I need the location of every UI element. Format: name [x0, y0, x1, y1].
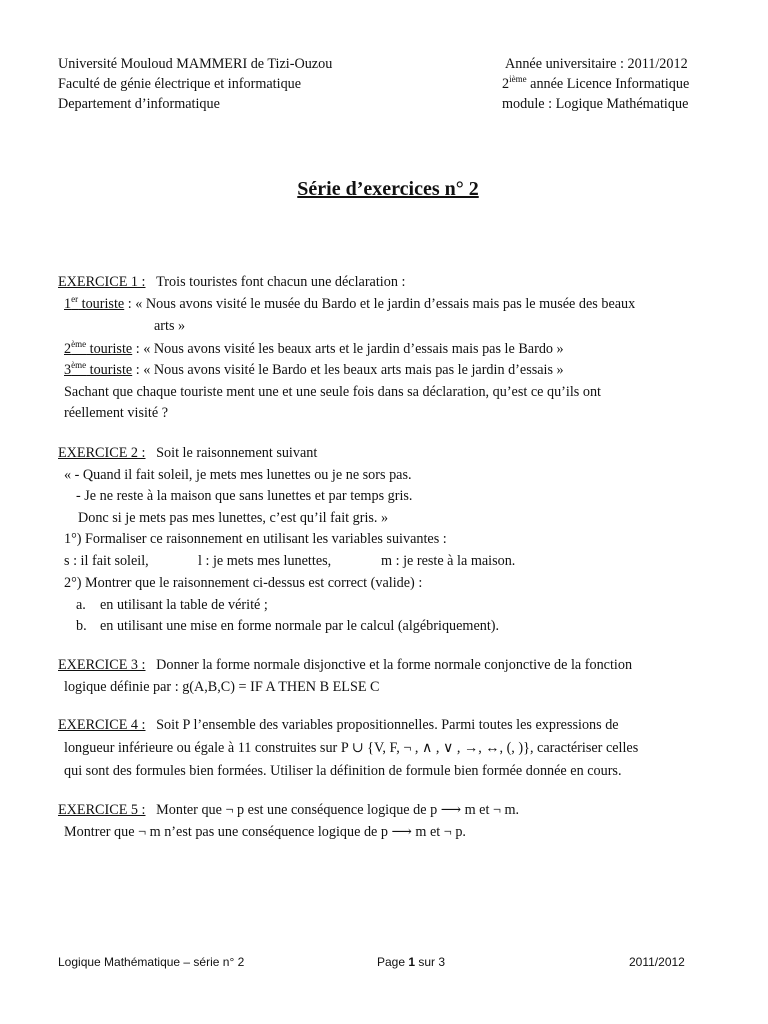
tourist-3-statement: 3ème touriste : « Nous avons visité le Bardo et les beaux arts mais pas le jardin d’essais »	[64, 360, 564, 378]
exercise-5-label: EXERCICE 5 :	[58, 802, 146, 818]
exercise-1-question-line-1: Sachant que chaque touriste ment une et une seule fois dans sa déclaration, qu’est ce qu’ils ont	[64, 384, 601, 400]
exercise-4-heading: EXERCICE 4 : Soit P l’ensemble des variables propositionnelles. Parmi toutes les expressions de	[58, 717, 619, 733]
item-a-marker: a.	[76, 597, 86, 613]
academic-year: Année universitaire : 2011/2012	[505, 56, 688, 72]
item-b-text: en utilisant une mise en forme normale par le calcul (algébriquement).	[100, 618, 500, 634]
university-name: Université Mouloud MAMMERI de Tizi-Ouzou	[58, 56, 333, 72]
item-a-text: en utilisant la table de vérité ;	[100, 597, 268, 613]
footer-course: Logique Mathématique – série n° 2	[58, 955, 245, 969]
variable-s: s : il fait soleil,	[64, 553, 149, 569]
exercise-1-question-line-2: réellement visité ?	[64, 405, 168, 421]
exercise-2-label: EXERCICE 2 :	[58, 445, 146, 461]
variable-m: m : je reste à la maison.	[381, 553, 516, 569]
exercise-4-line-2: longueur inférieure ou égale à 11 construites sur P ∪ {V, F, ¬ , ∧ , ∨ , →, ↔, (, )}, caractériser celles	[64, 740, 639, 756]
exercise-3-line-2: logique définie par : g(A,B,C) = IF A THEN B ELSE C	[64, 679, 380, 695]
tourist-2-statement: 2ème touriste : « Nous avons visité les beaux arts et le jardin d’essais mais pas le Bardo »	[64, 339, 564, 357]
study-level: 2ième année Licence Informatique	[502, 74, 690, 92]
exercise-5-heading: EXERCICE 5 : Monter que ¬ p est une conséquence logique de p ⟶ m et ¬ m.	[58, 802, 520, 818]
reasoning-line-3: Donc si je mets pas mes lunettes, c’est qu’il fait gris. »	[78, 510, 389, 526]
exercise-4-line-3: qui sont des formules bien formées. Utiliser la définition de formule bien formée donnée en cours.	[64, 763, 622, 779]
exercise-5-line-2: Montrer que ¬ m n’est pas une conséquence logique de p ⟶ m et ¬ p.	[64, 824, 466, 840]
reasoning-line-1: « - Quand il fait soleil, je mets mes lunettes ou je ne sors pas.	[64, 467, 412, 483]
exercise-2-question-1: 1°) Formaliser ce raisonnement en utilisant les variables suivantes :	[64, 531, 447, 547]
exercise-2-heading: EXERCICE 2 : Soit le raisonnement suivant	[58, 445, 318, 461]
tourist-1-statement: 1er touriste : « Nous avons visité le musée du Bardo et le jardin d’essais mais pas le musée des beaux	[64, 294, 636, 312]
exercise-3-label: EXERCICE 3 :	[58, 657, 146, 673]
exercise-2-question-2: 2°) Montrer que le raisonnement ci-dessus est correct (valide) :	[64, 575, 423, 591]
exercise-1-label: EXERCICE 1 :	[58, 274, 146, 290]
department-name: Departement d’informatique	[58, 96, 220, 112]
module-name: module : Logique Mathématique	[502, 96, 689, 112]
variable-l: l : je mets mes lunettes,	[198, 553, 332, 569]
reasoning-line-2: - Je ne reste à la maison que sans lunettes et par temps gris.	[76, 488, 413, 504]
exercise-4-label: EXERCICE 4 :	[58, 717, 146, 733]
exercise-1-heading: EXERCICE 1 : Trois touristes font chacun une déclaration :	[58, 274, 406, 290]
footer-year: 2011/2012	[629, 955, 685, 969]
footer-page-number: Page 1 sur 3	[377, 955, 446, 969]
page-title: Série d’exercices n° 2	[297, 178, 479, 200]
faculty-name: Faculté de génie électrique et informatique	[58, 76, 302, 92]
exercise-3-heading: EXERCICE 3 : Donner la forme normale disjonctive et la forme normale conjonctive de la fonction	[58, 657, 633, 673]
tourist-1-continuation: arts »	[154, 318, 186, 334]
item-b-marker: b.	[76, 618, 87, 634]
